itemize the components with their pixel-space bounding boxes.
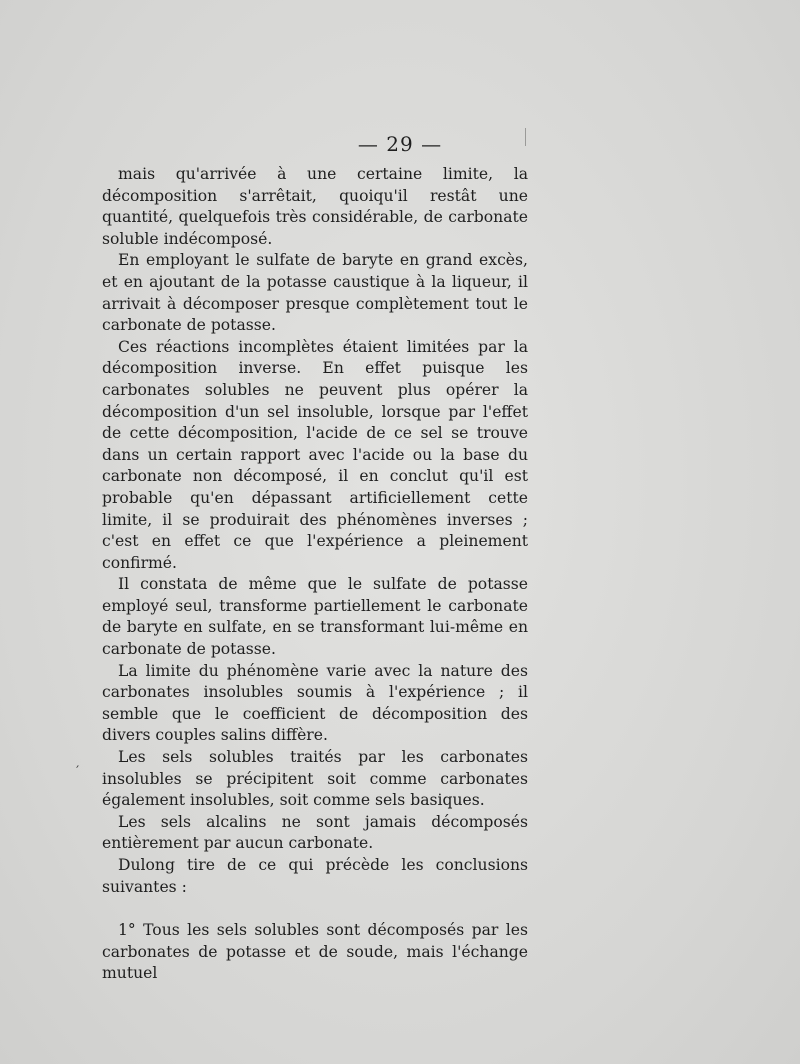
paragraph-1: mais qu'arrivée à une certaine limite, la décomposition s'arrêtait, quoiqu'il restât une quantité, quelquefois très considérable, de carbonate soluble indécomposé. <box>102 165 528 248</box>
paragraph-4: Il constata de même que le sulfate de potasse employé seul, transforme partiellement le carbonate de baryte en sulfate, en se transformant lui-même en carbonate de potasse. <box>102 575 528 659</box>
paragraph-3: Ces réactions incomplètes étaient limitées par la décomposition inverse. En effet puisque les carbonates solubles ne peuvent plus opérer la décomposition d'un sel insoluble, lorsque par l'effet de cette décomposition, l'acide de ce sel se trouve dans un certain rapport avec l'acide ou la base du carbonate non décomposé, il en conclut qu'il est probable qu'en dépassant artificiellement cette limite, il se produirait des phénomènes inverses ; c'est en effet ce que l'expérience a pleinement confirmé. <box>102 337 528 572</box>
page-number: — 29 — <box>357 132 443 156</box>
paragraph-7: Les sels alcalins ne sont jamais décomposés entièrement par aucun carbonate. <box>102 812 528 853</box>
paragraph-2: En employant le sulfate de baryte en grand excès, et en ajoutant de la potasse caustique à la liqueur, il arrivait à décomposer presque complètement tout le carbonate de potasse. <box>102 251 528 335</box>
paragraph-9: 1° Tous les sels solubles sont décomposés par les carbonates de potasse et de soude, mais l'échange mutuel <box>102 921 528 983</box>
paragraph-8: Dulong tire de ce qui précède les conclusions suivantes : <box>102 856 528 896</box>
body-text <box>102 164 528 985</box>
paragraph-6: Les sels solubles traités par les carbonates insolubles se précipitent soit comme carbonates également insolubles, soit comme sels basiques. <box>102 748 528 810</box>
margin-mark: ′ <box>76 764 80 780</box>
paragraph-5: La limite du phénomène varie avec la nature des carbonates insolubles soumis à l'expérience ; il semble que le coefficient de décomposition des divers couples salins diffère. <box>102 661 528 745</box>
